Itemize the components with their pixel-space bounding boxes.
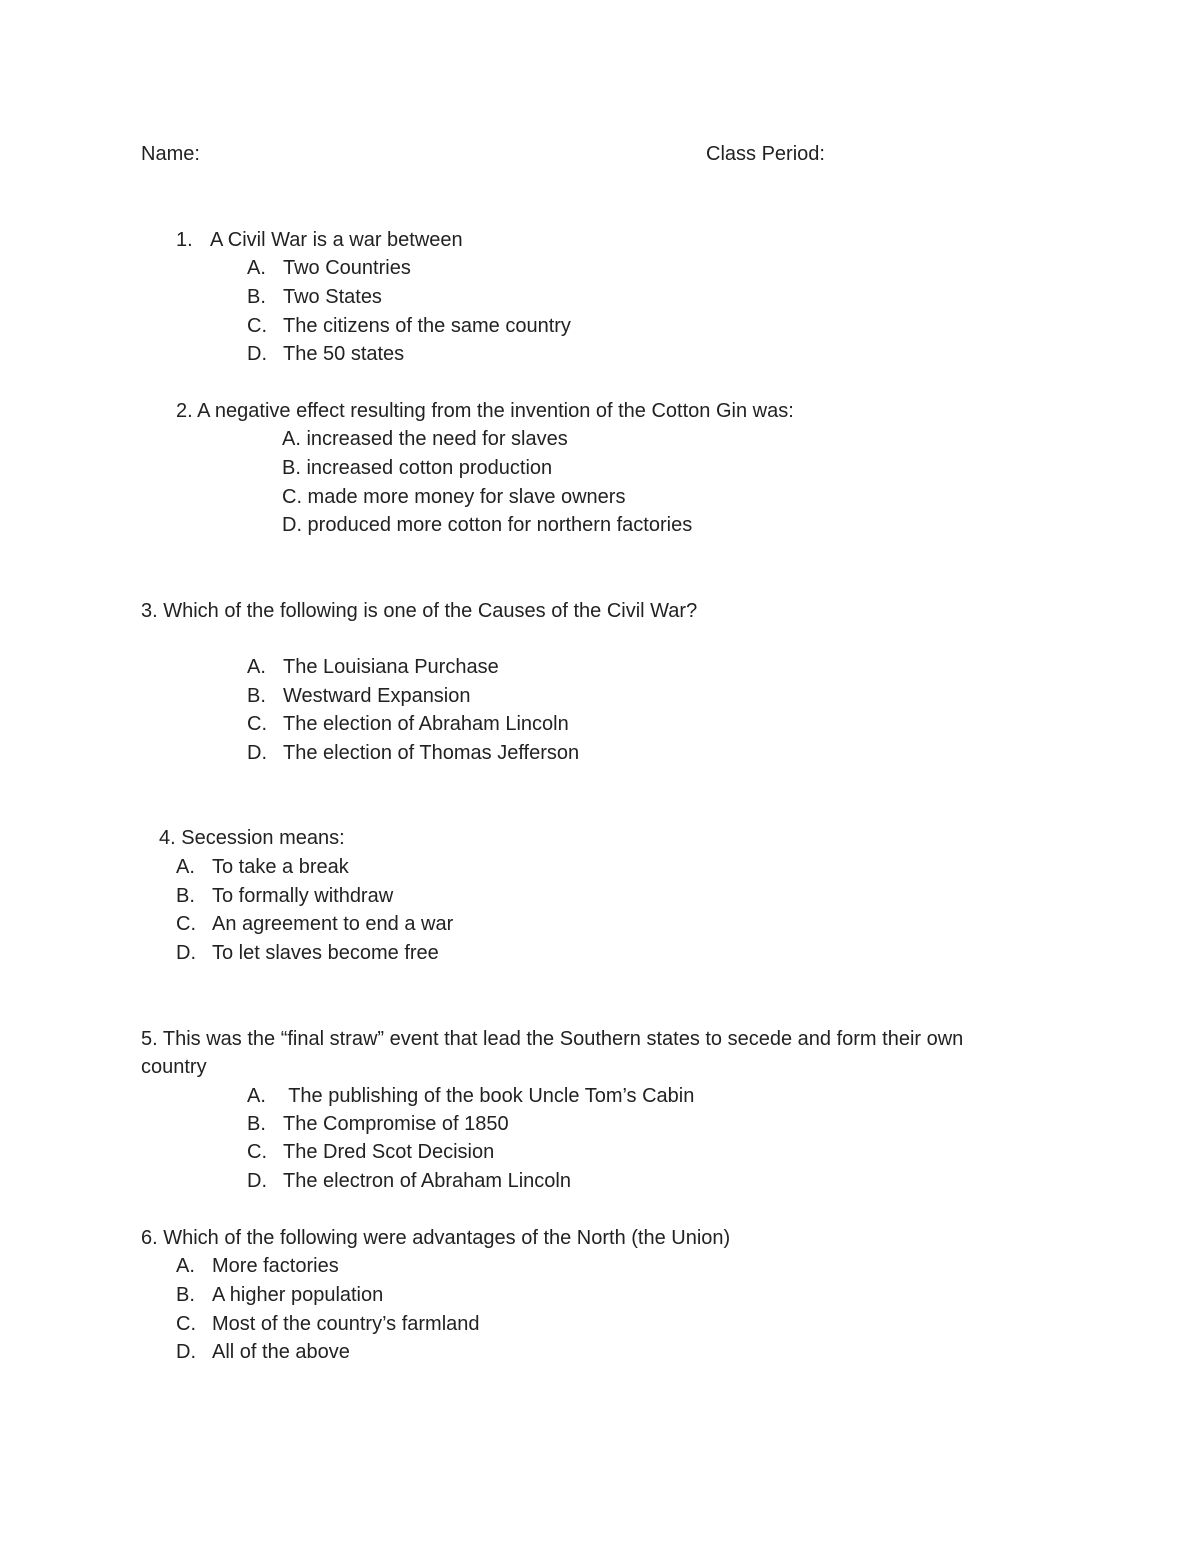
option-letter: B. <box>247 685 266 707</box>
q4-option-d <box>176 941 439 965</box>
option-letter: B. <box>247 286 266 308</box>
option-letter: A. <box>247 656 266 678</box>
option-text: To let slaves become free <box>212 942 439 964</box>
option-text: The electron of Abraham Lincoln <box>283 1170 571 1192</box>
option-letter: C. <box>176 913 196 935</box>
question-5-line-1: 5. This was the “final straw” event that lead the Southern states to secede and form their own <box>141 1028 964 1050</box>
q1-option-a <box>247 256 411 280</box>
option-letter: A. <box>247 257 266 279</box>
option-text: The Dred Scot Decision <box>283 1141 495 1163</box>
option-text: To take a break <box>212 856 349 878</box>
q5-option-a <box>247 1084 694 1108</box>
option-letter: D. <box>247 343 267 365</box>
q3-option-c <box>247 712 569 736</box>
option-text: The election of Abraham Lincoln <box>283 713 569 735</box>
option-letter: C. <box>247 1141 267 1163</box>
option-text: More factories <box>212 1255 339 1277</box>
q2-option-d: D. produced more cotton for northern factories <box>282 514 693 536</box>
option-letter: C. <box>247 315 267 337</box>
option-letter: A. <box>247 1085 266 1107</box>
q4-option-b <box>176 884 393 908</box>
q2-option-c: C. made more money for slave owners <box>282 486 626 508</box>
option-text: Most of the country’s farmland <box>212 1313 480 1335</box>
option-text: The Compromise of 1850 <box>283 1113 509 1135</box>
q5-option-c <box>247 1140 494 1164</box>
option-letter: D. <box>176 1341 196 1363</box>
q6-option-c <box>176 1312 480 1336</box>
q5-option-d <box>247 1169 571 1193</box>
q4-option-a <box>176 855 349 879</box>
question-1 <box>176 228 463 252</box>
class-period-label: Class Period: <box>706 143 825 165</box>
q1-option-b <box>247 285 382 309</box>
option-text: An agreement to end a war <box>212 913 454 935</box>
question-6: 6. Which of the following were advantages of the North (the Union) <box>141 1227 731 1249</box>
option-text: To formally withdraw <box>212 885 394 907</box>
q5-option-b <box>247 1112 509 1136</box>
option-text: Two Countries <box>283 257 411 279</box>
option-text: Two States <box>283 286 382 308</box>
option-letter: B. <box>176 885 195 907</box>
option-letter: D. <box>247 1170 267 1192</box>
option-text: The 50 states <box>283 343 405 365</box>
option-letter: B. <box>176 1284 195 1306</box>
option-text: Westward Expansion <box>283 685 471 707</box>
option-text: All of the above <box>212 1341 350 1363</box>
option-letter: B. <box>247 1113 266 1135</box>
question-4: 4. Secession means: <box>159 827 345 849</box>
q1-option-c <box>247 314 571 338</box>
q2-option-b: B. increased cotton production <box>282 457 553 479</box>
option-text: The publishing of the book Uncle Tom’s Cabin <box>283 1085 695 1107</box>
option-letter: D. <box>247 742 267 764</box>
option-letter: A. <box>176 856 195 878</box>
q6-option-a <box>176 1254 339 1278</box>
option-text: The Louisiana Purchase <box>283 656 499 678</box>
question-5-line-2: country <box>141 1056 207 1078</box>
option-letter: D. <box>176 942 196 964</box>
q6-option-d <box>176 1340 350 1364</box>
name-label: Name: <box>141 143 200 165</box>
q6-option-b <box>176 1283 383 1307</box>
q3-option-d <box>247 741 579 765</box>
question-text: A Civil War is a war between <box>210 229 463 251</box>
option-letter: A. <box>176 1255 195 1277</box>
option-letter: C. <box>176 1313 196 1335</box>
question-2: 2. A negative effect resulting from the invention of the Cotton Gin was: <box>176 400 794 422</box>
option-text: A higher population <box>212 1284 384 1306</box>
question-number: 1. <box>176 229 193 251</box>
q3-option-b <box>247 684 471 708</box>
q1-option-d <box>247 342 404 366</box>
q2-option-a: A. increased the need for slaves <box>282 428 568 450</box>
question-3: 3. Which of the following is one of the Causes of the Civil War? <box>141 600 698 622</box>
q3-option-a <box>247 655 499 679</box>
option-text: The election of Thomas Jefferson <box>283 742 580 764</box>
q4-option-c <box>176 912 453 936</box>
option-text: The citizens of the same country <box>283 315 571 337</box>
option-letter: C. <box>247 713 267 735</box>
